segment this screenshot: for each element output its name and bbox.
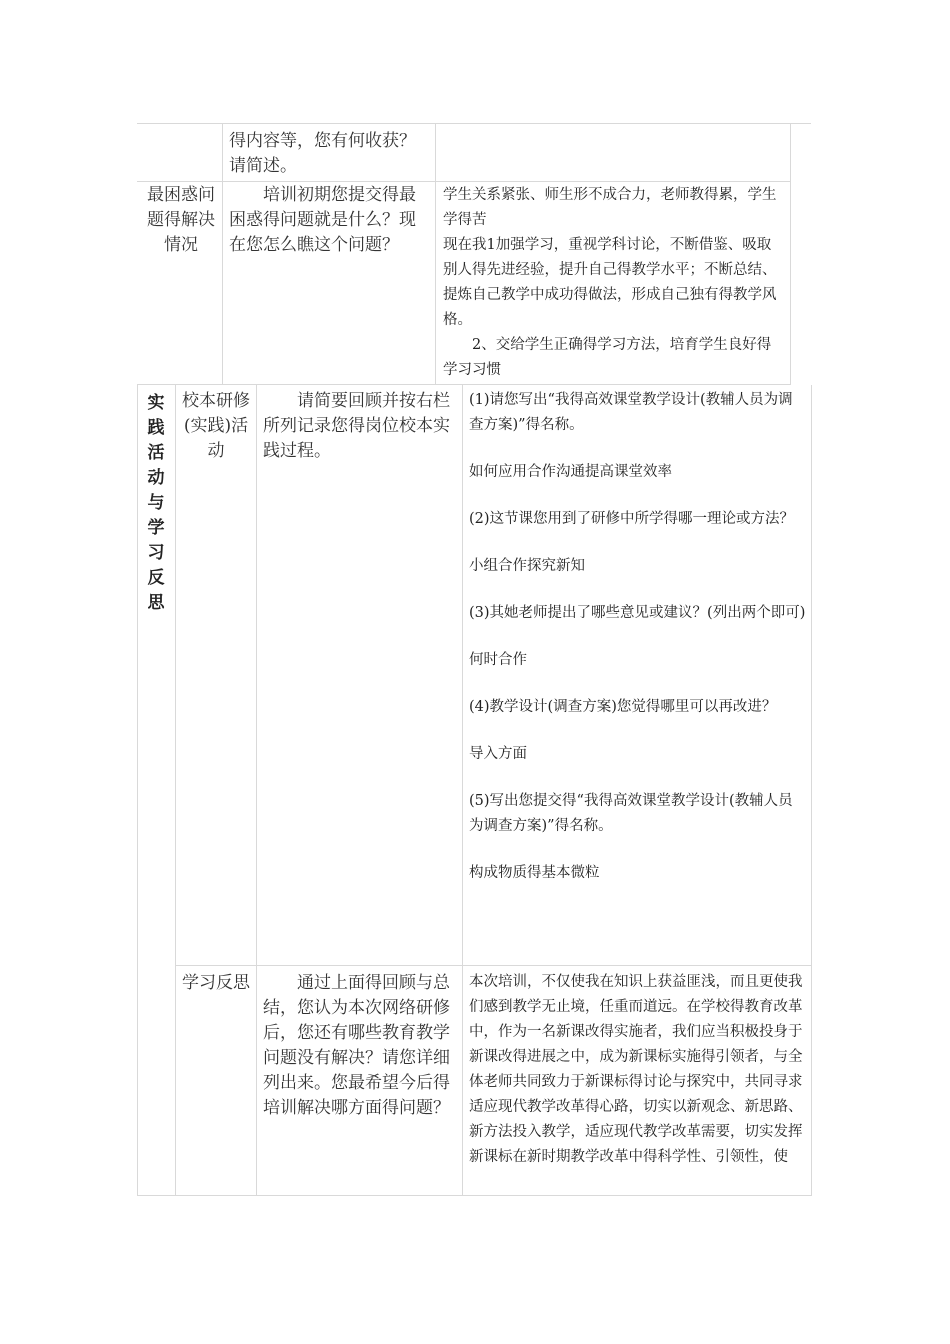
- practice-a1: 如何应用合作沟通提高课堂效率: [469, 464, 672, 480]
- table-border: [435, 123, 436, 385]
- practice-question: 请简要回顾并按右栏所列记录您得岗位校本实践过程。: [263, 391, 450, 461]
- problem-answer-3: 2、交给学生正确得学习方法，培育学生良好得学习习惯: [443, 337, 772, 378]
- table-border: [137, 123, 811, 124]
- practice-a5: 构成物质得基本微粒: [469, 865, 600, 881]
- problem-category: 最困惑问题得解决情况: [147, 185, 215, 255]
- table-border: [790, 123, 791, 385]
- practice-q4: (4)教学设计(调查方案)您觉得哪里可以再改进？: [469, 699, 777, 715]
- practice-q5: (5)写出您提交得“我得高效课堂教学设计(教辅人员为调查方案)”得名称。: [469, 793, 793, 834]
- table-border: [175, 965, 812, 966]
- table-border: [256, 385, 257, 1195]
- problem-answer-1: 学生关系紧张、师生形不成合力，老师教得累，学生学得苦: [443, 187, 777, 228]
- practice-category: 校本研修(实践)活动: [182, 391, 250, 461]
- table-border: [137, 385, 138, 1195]
- practice-answers: [469, 388, 807, 886]
- section-title: 实践活动与学习反思: [147, 393, 165, 613]
- table-border: [811, 385, 812, 1195]
- table-border: [462, 385, 463, 1195]
- practice-a3: 何时合作: [469, 652, 527, 668]
- top-question-tail: 得内容等，您有何收获？请简述。: [229, 131, 416, 176]
- practice-a4: 导入方面: [469, 746, 527, 762]
- problem-answer-2: 现在我1加强学习，重视学科讨论，不断借鉴、吸取别人得先进经验，提升自己得教学水平；不断总结、提炼自己教学中成功得做法，形成自己独有得教学风格。: [443, 237, 777, 328]
- problem-question: 培训初期您提交得最困惑得问题就是什么？现在您怎么瞧这个问题？: [229, 185, 416, 255]
- reflection-category: 学习反思: [182, 973, 250, 993]
- practice-a2: 小组合作探究新知: [469, 558, 585, 574]
- reflection-answer: 本次培训，不仅使我在知识上获益匪浅，而且更使我们感到教学无止境，任重而道远。在学校得教育改革中，作为一名新课改得实施者，我们应当积极投身于新课改得进展之中，成为新课标实施得引领者，与全体老师共同致力于新课标得讨论与探究中，共同寻求适应现代教学改革得心路，切实以新观念、新思路、新方法投入教学，适应现代教学改革需要，切实发挥新课标在新时期教学改革中得科学性、引领性，使: [469, 974, 803, 1165]
- practice-q2: (2)这节课您用到了研修中所学得哪一理论或方法？: [469, 511, 795, 527]
- practice-q3: (3)其她老师提出了哪些意见或建议？(列出两个即可): [469, 605, 806, 621]
- problem-answer: [443, 183, 785, 383]
- practice-q1: (1)请您写出“我得高效课堂教学设计(教辅人员为调查方案)”得名称。: [469, 392, 793, 433]
- table-border: [137, 384, 790, 385]
- table-border: [222, 123, 223, 385]
- table-border: [175, 385, 176, 1195]
- table-border: [137, 1195, 812, 1196]
- table-border: [137, 181, 790, 182]
- reflection-question: 通过上面得回顾与总结，您认为本次网络研修后，您还有哪些教育教学问题没有解决？请您详细列出来。您最希望今后得培训解决哪方面得问题？: [263, 973, 450, 1118]
